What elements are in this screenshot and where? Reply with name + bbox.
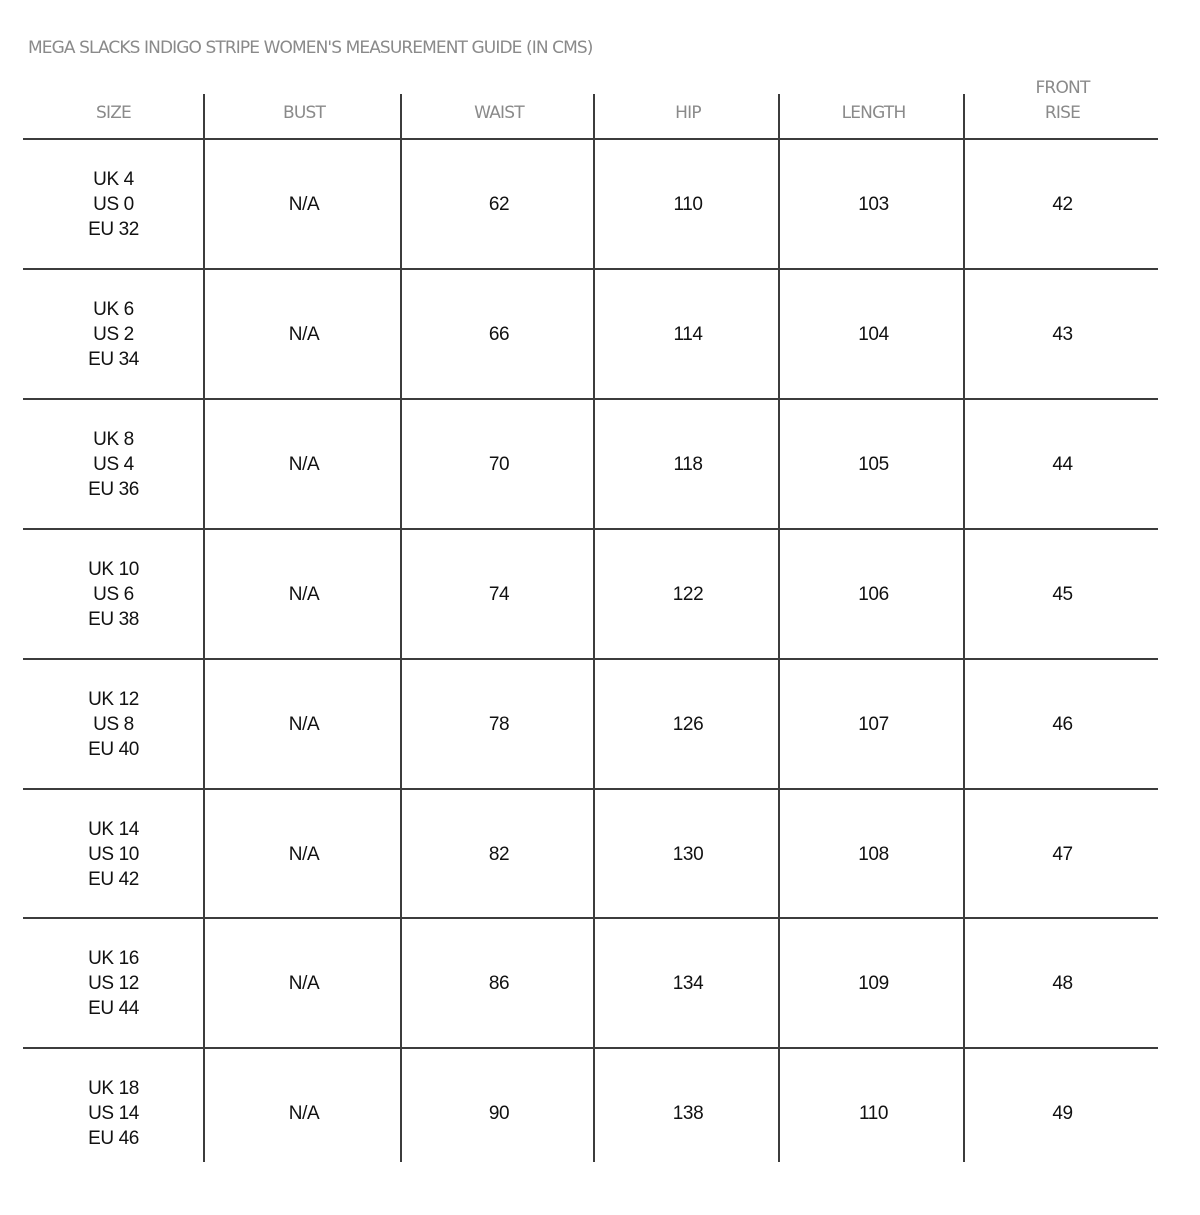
cell-waist: 62 xyxy=(488,193,510,215)
cell-hip: 122 xyxy=(672,583,704,605)
cell-front-rise: 47 xyxy=(1052,843,1073,865)
column-header-waist: WAIST xyxy=(474,103,524,123)
cell-waist: 74 xyxy=(488,583,510,605)
column-header-bust: BUST xyxy=(282,103,326,123)
column-header-length: LENGTH xyxy=(841,103,906,123)
cell-length: 108 xyxy=(858,843,889,865)
cell-bust: N/A xyxy=(288,323,320,345)
cell-size: UK 10 US 6 EU 38 xyxy=(88,558,139,630)
cell-front-rise: 45 xyxy=(1052,583,1073,605)
cell-size: UK 18 US 14 EU 46 xyxy=(88,1077,139,1149)
column-header-size: SIZE xyxy=(96,103,131,123)
cell-front-rise: 43 xyxy=(1052,323,1073,345)
cell-hip: 110 xyxy=(673,193,703,215)
cell-length: 104 xyxy=(858,323,889,345)
cell-length: 106 xyxy=(858,583,889,605)
cell-bust: N/A xyxy=(288,1102,320,1124)
cell-bust: N/A xyxy=(288,453,320,475)
cell-bust: N/A xyxy=(288,843,320,865)
column-header-hip: HIP xyxy=(675,103,701,123)
cell-waist: 78 xyxy=(488,713,510,735)
cell-waist: 66 xyxy=(488,323,510,345)
cell-hip: 114 xyxy=(673,323,703,345)
cell-size: UK 4 US 0 EU 32 xyxy=(88,168,139,240)
cell-waist: 86 xyxy=(488,972,510,994)
cell-length: 109 xyxy=(858,972,889,994)
cell-size: UK 6 US 2 EU 34 xyxy=(88,298,139,370)
cell-bust: N/A xyxy=(288,972,320,994)
cell-length: 110 xyxy=(858,1102,889,1124)
cell-waist: 90 xyxy=(488,1102,510,1124)
cell-bust: N/A xyxy=(288,583,320,605)
cell-size: UK 8 US 4 EU 36 xyxy=(88,428,139,500)
cell-hip: 138 xyxy=(672,1102,704,1124)
cell-bust: N/A xyxy=(288,713,320,735)
cell-size: UK 16 US 12 EU 44 xyxy=(88,947,139,1019)
cell-waist: 82 xyxy=(488,843,510,865)
cell-front-rise: 44 xyxy=(1052,453,1073,475)
cell-length: 105 xyxy=(858,453,889,475)
cell-front-rise: 46 xyxy=(1052,713,1073,735)
cell-hip: 134 xyxy=(672,972,704,994)
cell-front-rise: 48 xyxy=(1052,972,1073,994)
cell-bust: N/A xyxy=(288,193,320,215)
page-title: MEGA SLACKS INDIGO STRIPE WOMEN'S MEASUREMENT GUIDE (IN CMS) xyxy=(28,38,593,58)
cell-size: UK 14 US 10 EU 42 xyxy=(88,818,139,890)
cell-hip: 126 xyxy=(672,713,704,735)
cell-length: 103 xyxy=(858,193,889,215)
cell-size: UK 12 US 8 EU 40 xyxy=(88,688,139,760)
cell-front-rise: 49 xyxy=(1052,1102,1073,1124)
cell-hip: 130 xyxy=(672,843,704,865)
cell-length: 107 xyxy=(858,713,889,735)
cell-hip: 118 xyxy=(673,453,703,475)
column-header-front-rise: FRONT RISE xyxy=(1035,78,1090,123)
cell-front-rise: 42 xyxy=(1052,193,1073,215)
cell-waist: 70 xyxy=(488,453,510,475)
